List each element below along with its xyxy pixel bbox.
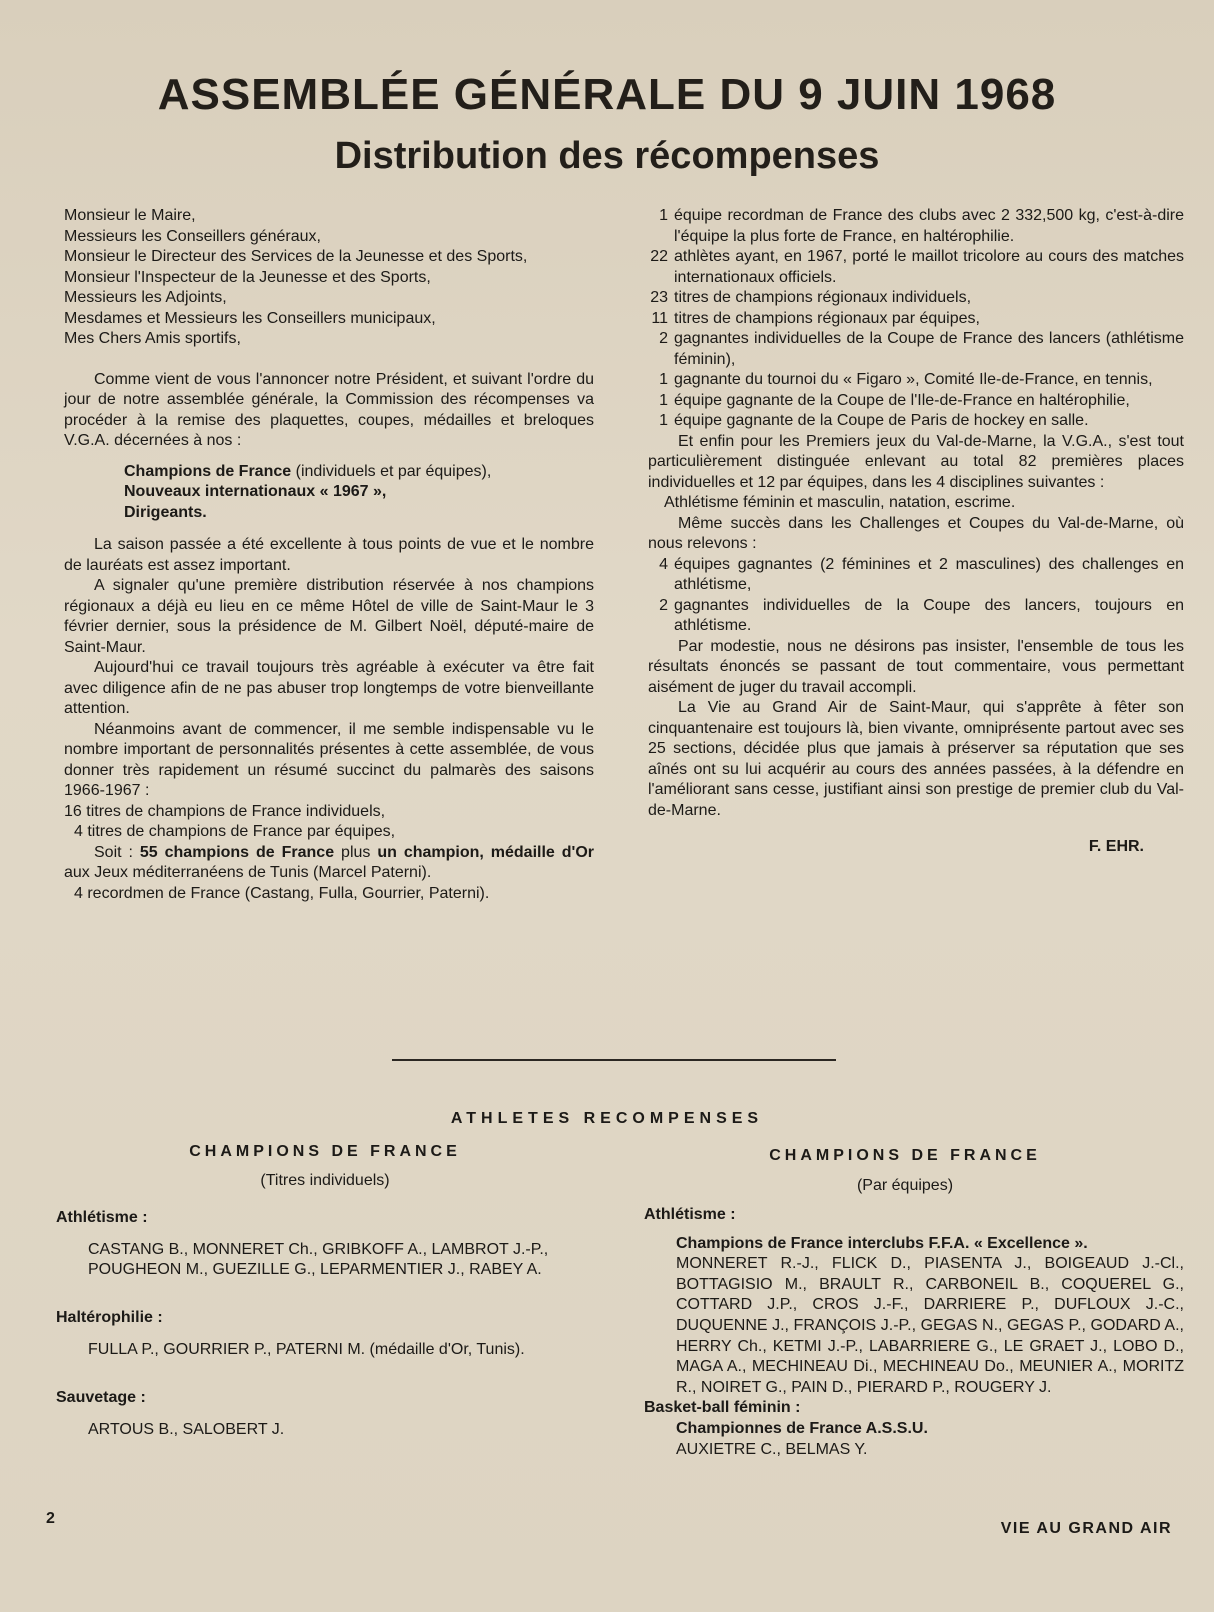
- palmares-count: 1: [659, 412, 668, 429]
- soit-label: Soit :: [94, 843, 133, 861]
- palmares-count: 1: [659, 207, 668, 224]
- award-internationaux: Nouveaux internationaux « 1967 »,: [124, 483, 387, 500]
- category-block: [56, 1388, 596, 1440]
- award-champions-detail: (individuels et par équipes),: [295, 462, 492, 480]
- individual-titles-heading: CHAMPIONS DE FRANCE: [189, 1143, 461, 1160]
- salutation: Mesdames et Messieurs les Conseillers municipaux,: [64, 309, 436, 327]
- salutation: Messieurs les Conseillers généraux,: [64, 227, 321, 245]
- page-title: ASSEMBLÉE GÉNÉRALE DU 9 JUIN 1968: [157, 70, 1057, 119]
- salutation: Monsieur le Maire,: [64, 207, 196, 224]
- palmares-count: 22: [650, 248, 668, 265]
- paragraph-signaler: A signaler qu'une première distribution réservée à nos champions régionaux a déjà eu lieu en ce même Hôtel de ville de Saint-Maur le 3 février dernier, sous la présidence de M. Gilbert Noël, député-maire de Saint-Maur.: [64, 577, 594, 656]
- soit-champions: 55 champions de France: [139, 843, 335, 861]
- award-dirigeants: Dirigeants.: [124, 503, 207, 521]
- palmares-text: gagnantes individuelles de la Coupe de France des lancers (athlétisme féminin),: [674, 330, 1184, 368]
- palmares-text: gagnante du tournoi du « Figaro », Comité Ile-de-France, en tennis,: [674, 371, 1153, 388]
- palmares-count: 11: [651, 309, 668, 327]
- page-subtitle: Distribution des récompenses: [334, 135, 880, 177]
- palmares-item: [648, 288, 1184, 309]
- category-label: Athlétisme :: [56, 1209, 148, 1226]
- salutation: Monsieur le Directeur des Services de la Jeunesse et des Sports,: [64, 248, 528, 265]
- paragraph-modestie: Par modestie, nous ne désirons pas insister, l'ensemble de tous les résultats énoncés se passant de tout commentaire, vous permettant aisément de juger du travail accompli.: [648, 637, 1184, 696]
- category-label: Basket-ball féminin :: [644, 1399, 801, 1417]
- category-block: [56, 1308, 596, 1360]
- soit-plus: plus: [341, 843, 371, 861]
- palmares-item: [648, 247, 1184, 288]
- signature: F. EHR.: [1088, 838, 1144, 855]
- palmares-count: 1: [659, 391, 668, 409]
- category-label: Athlétisme :: [644, 1206, 736, 1223]
- paragraph-soit: [64, 843, 594, 884]
- page-number: 2: [46, 1510, 55, 1527]
- athlete-names: ARTOUS B., SALOBERT J.: [88, 1421, 285, 1438]
- palmares-text: gagnantes individuelles de la Coupe des lancers, toujours en athlétisme.: [674, 596, 1184, 634]
- paragraph-saison: La saison passée a été excellente à tous points de vue et le nombre de lauréats est assez important.: [64, 536, 594, 574]
- publication-name: VIE AU GRAND AIR: [1000, 1520, 1172, 1537]
- palmares-text: équipe recordman de France des clubs avec 2 332,500 kg, c'est-à-dire l'équipe la plus forte de France, en haltérophilie.: [674, 207, 1184, 245]
- palmares-item: [648, 309, 1184, 330]
- palmares-item: [648, 411, 1184, 432]
- palmares-item: [648, 555, 1184, 596]
- paragraph-aujourdhui: Aujourd'hui ce travail toujours très agréable à exécuter va être fait avec diligence afin de ne pas abuser trop longtemps de votre bienveillante attention.: [64, 659, 594, 717]
- palmares-count: 4: [659, 555, 668, 573]
- palmares-count: 23: [650, 289, 668, 306]
- soit-medal: un champion, médaille d'Or: [377, 843, 594, 861]
- palmares-item: [648, 596, 1184, 637]
- palmares-item: [648, 329, 1184, 370]
- palmares-text: athlètes ayant, en 1967, porté le maillot tricolore au cours des matches internationaux officiels.: [674, 248, 1184, 286]
- palmares-count: 2: [659, 330, 668, 347]
- team-champions-list: [644, 1205, 1184, 1460]
- palmares-text: équipe gagnante de la Coupe de Paris de hockey en salle.: [674, 412, 1089, 429]
- palmares-text: équipes gagnantes (2 féminines et 2 masculines) des challenges en athlétisme,: [674, 555, 1184, 593]
- athlete-names: AUXIETRE C., BELMAS Y.: [676, 1440, 868, 1458]
- palmares-text: titres de champions régionaux individuels,: [674, 289, 972, 306]
- palmares-item: [648, 391, 1184, 412]
- intro-paragraph: Comme vient de vous l'annoncer notre Président, et suivant l'ordre du jour de notre assemblée générale, la Commission des récompenses va procéder à la remise des plaquettes, coupes, médailles et breloques V.G.A. décernées à nos :: [64, 370, 594, 449]
- paragraph-vie-au-grand-air: La Vie au Grand Air de Saint-Maur, qui s'apprête à fêter son cinquantenaire est toujours là, bien vivante, omniprésente partout avec ses 25 sections, décidée plus que jamais à préserver sa réputation que ses aînés ont su lui acquérir au cours des années passées, à la défendre en l'améliorant sans cesse, justifiant ainsi son prestige de premier club du Val-de-Marne.: [648, 699, 1184, 819]
- section-divider: [392, 1059, 836, 1061]
- stat-line: 4 titres de champions de France par équipes,: [74, 823, 396, 840]
- individual-titles-subheading: (Titres individuels): [260, 1172, 390, 1189]
- athlete-names: MONNERET R.-J., FLICK D., PIASENTA J., BOIGEAUD J.-Cl., BOTTAGISIO M., BRAULT R., CARBONEIL B., COQUEREL G., COTTARD J.P., CROS J.-F., DARRIERE P., DUFLOUX J.-C., DUQUENNE J., FRANÇOIS J.-P., GEGAS N., GEGAS P., GODARD A., HERRY Ch., KETMI J.-P., LABARRIERE G., LE GRAET J., LOBO D., MAGA A., MECHINEAU Di., MECHINEAU Do., MEUNIER A., MORITZ R., NOIRET G., PAIN D., PIERARD P., ROUGERY J.: [676, 1255, 1184, 1396]
- palmares-count: 2: [659, 596, 668, 614]
- palmares-count: 1: [659, 371, 668, 388]
- athletes-heading: ATHLETES RECOMPENSES: [450, 1110, 764, 1127]
- competition-label: Champions de France interclubs F.F.A. « Excellence ».: [676, 1234, 1088, 1252]
- paragraph-meme: Même succès dans les Challenges et Coupes du Val-de-Marne, où nous relevons :: [648, 514, 1184, 552]
- competition-label: Championnes de France A.S.S.U.: [676, 1419, 928, 1437]
- category-block: [56, 1208, 596, 1280]
- palmares-text: équipe gagnante de la Coupe de l'Ile-de-France en haltérophilie,: [674, 391, 1130, 409]
- salutation: Mes Chers Amis sportifs,: [64, 330, 241, 347]
- award-categories: [124, 462, 594, 524]
- palmares-item: [648, 206, 1184, 247]
- disciplines-line: Athlétisme féminin et masculin, natation, escrime.: [664, 494, 1016, 511]
- salutation: Monsieur l'Inspecteur de la Jeunesse et des Sports,: [64, 268, 431, 286]
- individual-champions-list: [56, 1208, 596, 1468]
- paragraph-enfin: Et enfin pour les Premiers jeux du Val-de-Marne, la V.G.A., s'est tout particulièrement distinguée enlevant au total 82 premières places individuelles et 12 par équipes, dans les 4 disciplines suivantes :: [648, 432, 1184, 491]
- stat-line: 16 titres de champions de France individuels,: [64, 802, 386, 820]
- team-titles-subheading: (Par équipes): [856, 1177, 954, 1194]
- stat-line: 4 recordmen de France (Castang, Fulla, Gourrier, Paterni).: [74, 884, 490, 902]
- salutation: Messieurs les Adjoints,: [64, 289, 227, 306]
- paragraph-neanmoins: Néanmoins avant de commencer, il me semble indispensable vu le nombre important de personnalités présentes à cette assemblée, de vous donner très rapidement un résumé succinct du palmarès des saisons 1966-1967 :: [64, 720, 594, 799]
- athlete-names: FULLA P., GOURRIER P., PATERNI M. (médaille d'Or, Tunis).: [88, 1341, 525, 1358]
- soit-tunis: aux Jeux méditerranéens de Tunis (Marcel Paterni).: [64, 864, 432, 881]
- speech-left-column: [64, 206, 594, 904]
- athlete-names: CASTANG B., MONNERET Ch., GRIBKOFF A., LAMBROT J.-P., POUGHEON M., GUEZILLE G., LEPARMENTIER J., RABEY A.: [88, 1241, 549, 1278]
- team-titles-heading: CHAMPIONS DE FRANCE: [769, 1147, 1041, 1164]
- category-label: Sauvetage :: [56, 1389, 146, 1406]
- palmares-text: titres de champions régionaux par équipes,: [674, 309, 980, 327]
- speech-right-column: [648, 206, 1184, 874]
- category-label: Haltérophilie :: [56, 1309, 163, 1326]
- award-champions: Champions de France: [124, 462, 292, 480]
- palmares-item: [648, 370, 1184, 391]
